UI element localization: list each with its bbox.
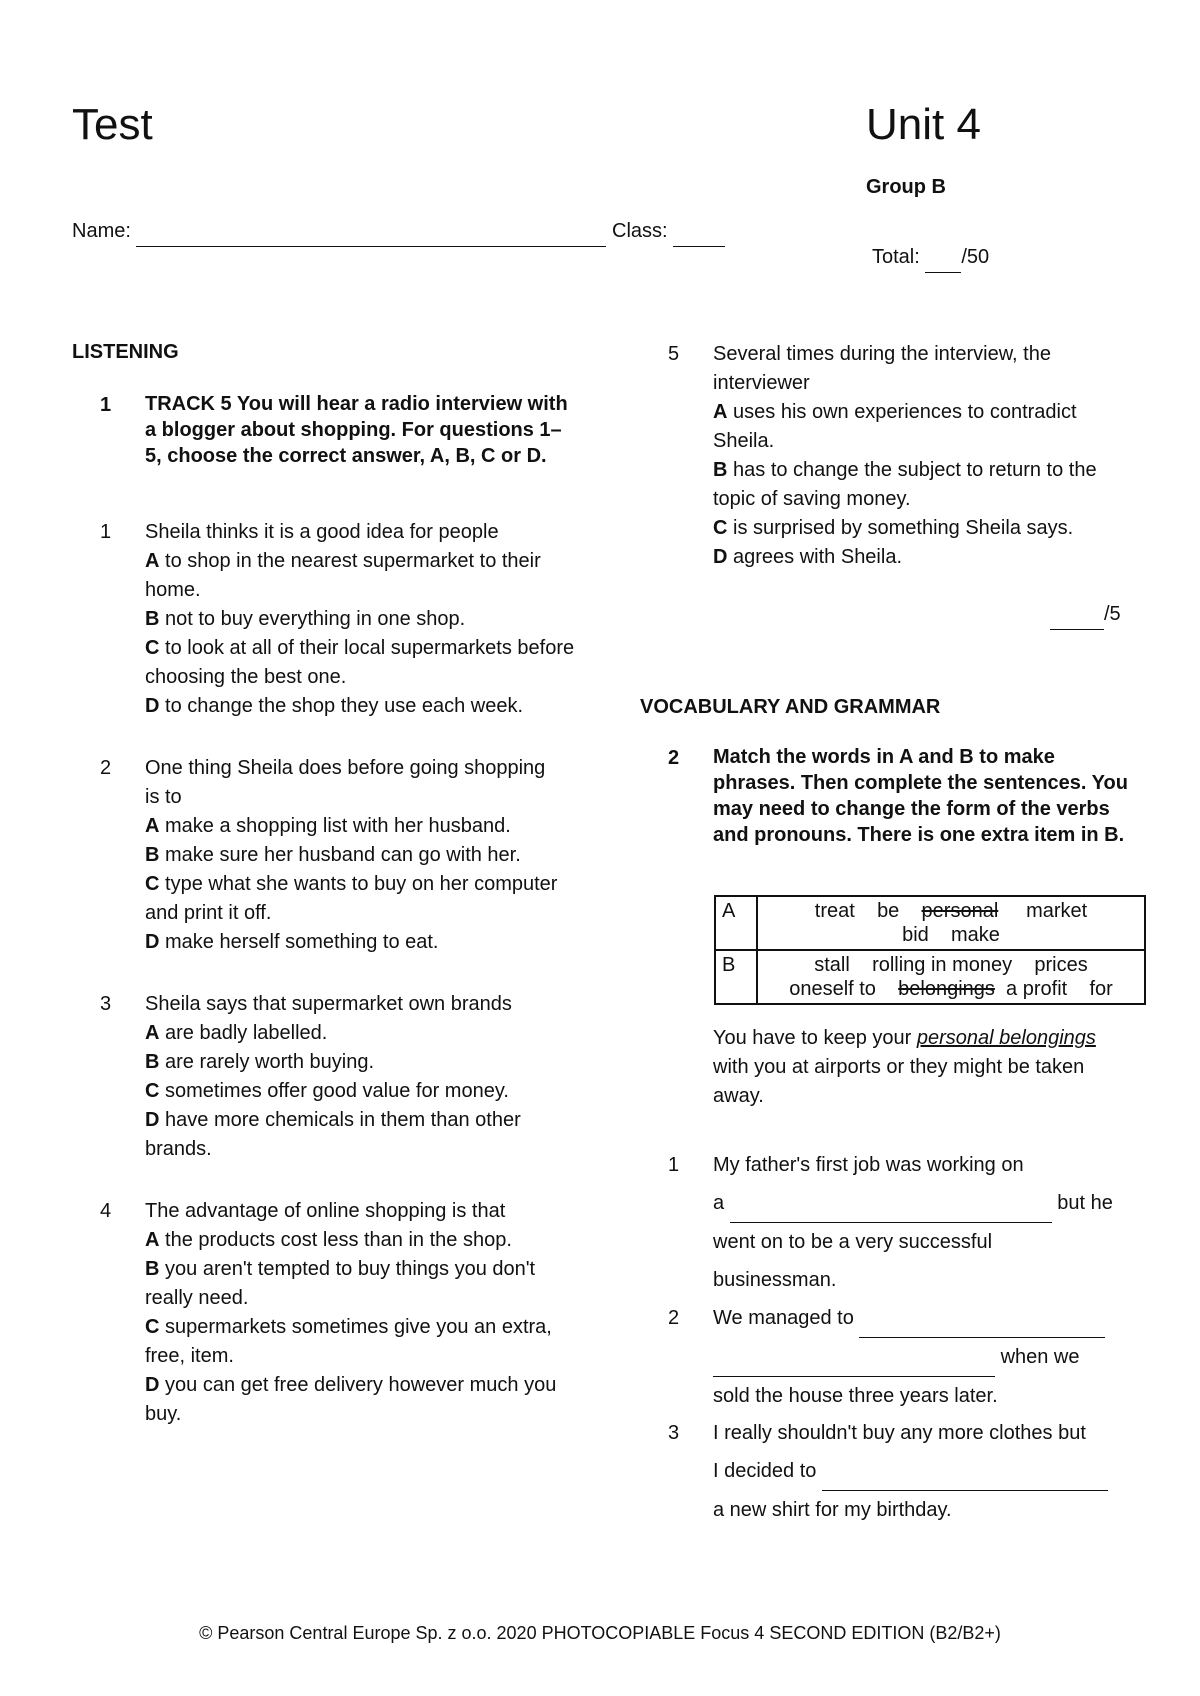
option-b[interactable]: B make sure her husband can go with her.: [145, 844, 521, 866]
total-max: /50: [961, 246, 990, 268]
question-stem: One thing Sheila does before going shopping is to: [145, 757, 546, 808]
sentence-number: 1: [668, 1154, 680, 1176]
option-d[interactable]: D to change the shop they use each week.: [145, 695, 524, 717]
word: be: [877, 900, 900, 922]
question-stem: Several times during the interview, the interviewer: [713, 343, 1051, 394]
option-b[interactable]: B not to buy everything in one shop.: [145, 608, 466, 630]
question-number: 4: [100, 1200, 112, 1222]
sentence-text: a: [713, 1192, 725, 1214]
sentence-text: went on to be a very successful: [713, 1231, 993, 1253]
example-answer: personal belongings: [916, 1027, 1096, 1049]
row-a-label: A: [715, 896, 757, 950]
total-label: Total:: [872, 246, 920, 268]
page-title: Test: [72, 100, 153, 149]
listening-score: [1050, 600, 1121, 630]
unit-title: Unit 4: [866, 100, 981, 149]
option-c[interactable]: C supermarkets sometimes give you an extra, free, item.: [145, 1316, 552, 1367]
example-text-before: You have to keep your: [713, 1027, 912, 1049]
option-b[interactable]: B are rarely worth buying.: [145, 1051, 374, 1073]
word: prices: [1034, 954, 1088, 976]
option-b[interactable]: B has to change the subject to return to the topic of saving money.: [713, 459, 1097, 510]
option-d[interactable]: D make herself something to eat.: [145, 931, 439, 953]
option-d[interactable]: D you can get free delivery however much you buy.: [145, 1374, 557, 1425]
sentence-text: a new shirt for my birthday.: [713, 1499, 952, 1521]
word: a profit: [1006, 978, 1068, 1000]
row-b-words: [757, 950, 1145, 1004]
class-field[interactable]: [673, 217, 725, 247]
word: rolling in money: [872, 954, 1013, 976]
vocab-heading: VOCABULARY AND GRAMMAR: [640, 696, 941, 718]
listening-score-field[interactable]: [1050, 600, 1104, 630]
sentence-text: I really shouldn't buy any more clothes but: [713, 1422, 1086, 1444]
word-box-row-a: [715, 896, 1145, 950]
word: market: [1026, 900, 1088, 922]
example-text-after: with you at airports or they might be taken away.: [713, 1056, 1085, 1107]
class-label: Class:: [612, 220, 668, 242]
option-a[interactable]: A uses his own experiences to contradict Sheila.: [713, 401, 1077, 452]
word: treat: [814, 900, 855, 922]
option-d[interactable]: D have more chemicals in them than other brands.: [145, 1109, 521, 1160]
example-sentence: [713, 1024, 1133, 1111]
task-number: 1: [100, 394, 112, 416]
word: oneself to: [789, 978, 876, 1000]
total-field[interactable]: [925, 243, 961, 273]
question-number: 2: [100, 757, 112, 779]
word: bid: [902, 924, 929, 946]
name-field[interactable]: [136, 217, 606, 247]
sentence-number: 2: [668, 1307, 680, 1329]
listening-score-max: /5: [1104, 603, 1121, 625]
sentence-text: My father's first job was working on: [713, 1154, 1024, 1176]
task-instruction: Match the words in A and B to make phrases. Then complete the sentences. You may need to change the form of the verbs and pronouns. There is one extra item in B.: [713, 746, 1128, 846]
sentence-text: businessman.: [713, 1269, 837, 1291]
option-b[interactable]: B you aren't tempted to buy things you don't really need.: [145, 1258, 536, 1309]
answer-blank[interactable]: [859, 1299, 1105, 1338]
listening-heading: LISTENING: [72, 341, 179, 363]
sentence-text: sold the house three years later.: [713, 1385, 998, 1407]
word-box: [714, 895, 1146, 1005]
word-used: personal: [921, 900, 999, 922]
answer-blank[interactable]: [713, 1338, 995, 1377]
word: for: [1089, 978, 1113, 1000]
word: make: [951, 924, 1000, 946]
option-a[interactable]: A to shop in the nearest supermarket to their home.: [145, 550, 541, 601]
row-b-label: B: [715, 950, 757, 1004]
question-stem: Sheila says that supermarket own brands: [145, 993, 512, 1015]
question-stem: The advantage of online shopping is that: [145, 1200, 506, 1222]
footer-copyright: © Pearson Central Europe Sp. z o.o. 2020 PHOTOCOPIABLE Focus 4 SECOND EDITION (B2/B2+): [199, 1623, 1001, 1643]
option-a[interactable]: A the products cost less than in the shop.: [145, 1229, 512, 1251]
word-used: belongings: [898, 978, 995, 1000]
sentence-text: but he: [1057, 1192, 1113, 1214]
option-c[interactable]: C to look at all of their local supermarkets before choosing the best one.: [145, 637, 575, 688]
name-class-row: [72, 217, 725, 247]
question-number: 5: [668, 343, 680, 365]
option-c[interactable]: C type what she wants to buy on her computer and print it off.: [145, 873, 558, 924]
total-row: [872, 243, 989, 273]
task-number: 2: [668, 747, 680, 769]
row-a-words: [757, 896, 1145, 950]
word: stall: [814, 954, 850, 976]
option-d[interactable]: D agrees with Sheila.: [713, 546, 902, 568]
sentence-text: I decided to: [713, 1460, 817, 1482]
option-a[interactable]: A are badly labelled.: [145, 1022, 328, 1044]
sentence-text: We managed to: [713, 1307, 854, 1329]
option-c[interactable]: C sometimes offer good value for money.: [145, 1080, 509, 1102]
answer-blank[interactable]: [822, 1452, 1108, 1491]
name-label: Name:: [72, 220, 131, 242]
option-a[interactable]: A make a shopping list with her husband.: [145, 815, 511, 837]
task-instruction: TRACK 5 You will hear a radio interview with a blogger about shopping. For questions 1–5, choose the correct answer, A, B, C or D.: [145, 393, 568, 467]
question-stem: Sheila thinks it is a good idea for people: [145, 521, 499, 543]
option-c[interactable]: C is surprised by something Sheila says.: [713, 517, 1074, 539]
question-number: 3: [100, 993, 112, 1015]
answer-blank[interactable]: [730, 1184, 1052, 1223]
sentence-text: when we: [1000, 1346, 1080, 1368]
group-label: Group B: [866, 176, 946, 198]
word-box-row-b: [715, 950, 1145, 1004]
sentence-number: 3: [668, 1422, 680, 1444]
question-number: 1: [100, 521, 112, 543]
